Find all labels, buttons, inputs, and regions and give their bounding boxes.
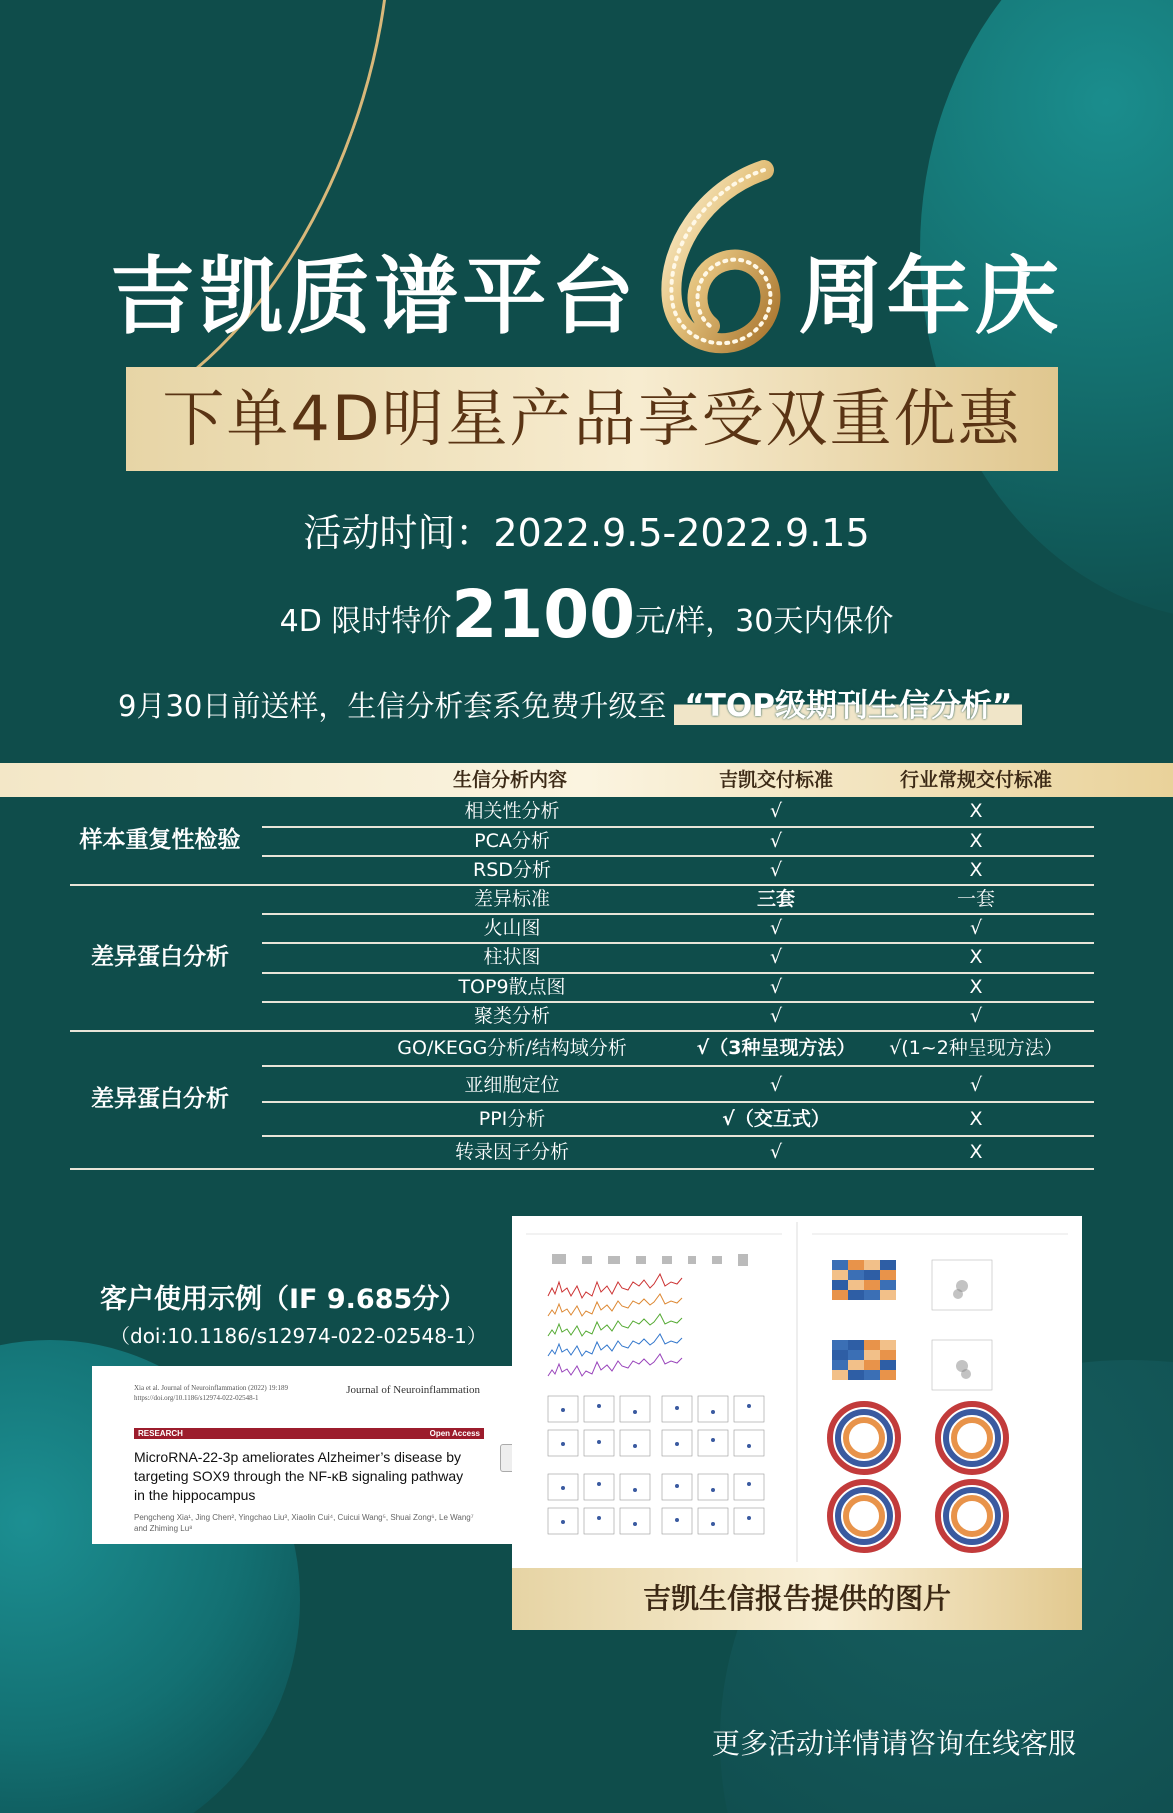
upgrade-highlight: “TOP级期刊生信分析” <box>674 680 1022 725</box>
table-cell-item: 差异标准 <box>473 888 550 910</box>
table-cell-industry: √ <box>969 1005 983 1027</box>
table-cell-industry: √ <box>969 917 983 939</box>
promo-banner: 下单4D明星产品享受双重优惠 <box>126 367 1058 471</box>
table-header <box>0 763 1173 797</box>
table-cell-jikai: √ <box>769 859 783 881</box>
table-cell-item: RSD分析 <box>473 859 551 881</box>
table-cell-industry: √(1~2种呈现方法） <box>889 1037 1063 1059</box>
figure-preview <box>512 1216 1082 1568</box>
price-suffix: 元/样，30天内保价 <box>635 604 894 639</box>
paper-preview <box>92 1366 522 1544</box>
table-cell-jikai: √ <box>769 976 783 998</box>
table-cell-item: 相关性分析 <box>464 800 560 822</box>
table-group-label: 样本重复性检验 <box>79 827 241 853</box>
header-content: 生信分析内容 <box>452 769 567 791</box>
price-prefix: 4D 限时特价 <box>279 604 452 639</box>
table-cell-jikai: √ <box>769 917 783 939</box>
table-row-divider <box>70 1168 1094 1170</box>
paper-title: MicroRNA-22-3p ameliorates Alzheimer’s disease by targeting SOX9 through the NF-κB signaling pathway in the hippocampus <box>134 1449 464 1503</box>
table-cell-industry: X <box>969 1141 983 1163</box>
table-cell-jikai: √ <box>769 800 783 822</box>
upgrade-line <box>118 680 1022 725</box>
table-row-divider <box>262 1065 1094 1067</box>
paper-authors: Pengcheng Xia¹, Jing Chen², Yingchao Liu³, Xiaolin Cui⁴, Cuicui Wang⁵, Shuai Zong⁶, Le Wang⁷ and Zhiming Lu⁸ <box>134 1513 474 1533</box>
table-cell-jikai: √ <box>769 830 783 852</box>
client-doi: （doi:10.1186/s12974-022-02548-1） <box>110 1324 487 1348</box>
table-cell-industry: √ <box>969 1074 983 1096</box>
paper-meta: Xia et al. Journal of Neuroinflammation (2022) 19:189 <box>134 1384 288 1392</box>
table-cell-item: PPI分析 <box>478 1108 546 1130</box>
table-row-divider <box>262 1101 1094 1103</box>
table-cell-item: 聚类分析 <box>473 1005 550 1027</box>
title-left: 吉凯质谱平台 <box>110 247 639 346</box>
table-cell-jikai: √ <box>769 1074 783 1096</box>
open-access-label: Open Access <box>429 1429 480 1438</box>
footer-note: 更多活动详情请咨询在线客服 <box>712 1727 1077 1760</box>
figure-thumbnails <box>512 1216 1082 1568</box>
event-time: 活动时间：2022.9.5-2022.9.15 <box>303 511 870 555</box>
upgrade-text: 9月30日前送样，生信分析套系免费升级至 <box>118 689 667 723</box>
title-right: 周年庆 <box>798 247 1063 346</box>
table-cell-item: 柱状图 <box>483 946 541 968</box>
table-cell-industry: 一套 <box>956 888 995 910</box>
figure-caption: 吉凯生信报告提供的图片 <box>512 1568 1082 1630</box>
table-cell-item: GO/KEGG分析/结构域分析 <box>397 1037 627 1059</box>
journal-name: Journal of Neuroinflammation <box>346 1384 480 1396</box>
table-cell-item: 转录因子分析 <box>454 1141 569 1163</box>
header-jikai: 吉凯交付标准 <box>718 769 833 791</box>
section-bar <box>134 1428 484 1439</box>
table-cell-jikai: √ <box>769 1005 783 1027</box>
header-industry: 行业常规交付标准 <box>899 769 1052 791</box>
table-cell-item: PCA分析 <box>474 830 550 852</box>
table-cell-item: 火山图 <box>483 917 541 939</box>
table-cell-industry: X <box>969 976 983 998</box>
paper-doi: https://doi.org/10.1186/s12974-022-02548-1 <box>134 1394 259 1402</box>
client-example-title: 客户使用示例（IF 9.685分） <box>100 1284 467 1315</box>
anniversary-six-icon <box>644 150 794 370</box>
section-label: RESEARCH <box>138 1429 183 1438</box>
table-cell-industry: X <box>969 830 983 852</box>
table-cell-item: TOP9散点图 <box>458 976 566 998</box>
table-cell-jikai: 三套 <box>756 888 795 910</box>
table-cell-industry: X <box>969 800 983 822</box>
table-cell-jikai: √ <box>769 1141 783 1163</box>
table-cell-jikai: √（3种呈现方法） <box>696 1037 856 1059</box>
table-cell-industry: X <box>969 946 983 968</box>
table-cell-item: 亚细胞定位 <box>464 1074 560 1096</box>
table-cell-jikai: √ <box>769 946 783 968</box>
table-cell-industry: X <box>969 859 983 881</box>
price-amount: 2100 <box>451 576 636 653</box>
table-cell-industry: X <box>969 1108 983 1130</box>
table-cell-jikai: √（交互式） <box>722 1108 830 1130</box>
table-group-label: 差异蛋白分析 <box>91 944 229 970</box>
table-group-label: 差异蛋白分析 <box>91 1086 229 1112</box>
price-line <box>0 576 1173 653</box>
